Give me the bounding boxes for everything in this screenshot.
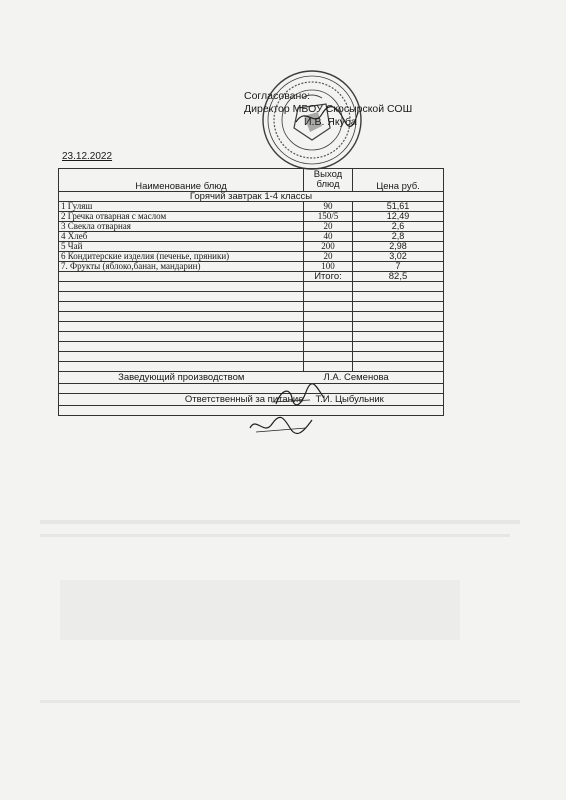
dish-name: 4 Хлеб	[59, 232, 304, 242]
dish-name: 2 Гречка отварная с маслом	[59, 212, 304, 222]
manager-signature-row	[59, 372, 444, 384]
approval-title: Согласовано:	[244, 90, 311, 102]
empty-row	[59, 312, 444, 322]
dish-price: 2,6	[353, 222, 444, 232]
table-row	[59, 242, 444, 252]
table-row	[59, 222, 444, 232]
responsible-name: Т.И. Цыбульник	[304, 394, 444, 406]
dish-yield: 90	[304, 202, 353, 212]
dish-yield: 20	[304, 222, 353, 232]
dish-price: 7	[353, 262, 444, 272]
empty-row	[59, 384, 444, 394]
empty-row	[59, 352, 444, 362]
dish-name: 1 Гуляш	[59, 202, 304, 212]
dish-price: 12,49	[353, 212, 444, 222]
dish-name: 6 Кондитерские изделия (печенье, пряники)	[59, 252, 304, 262]
table-row	[59, 262, 444, 272]
bleed-through-block	[60, 580, 460, 640]
document-date: 23.12.2022	[62, 151, 113, 162]
empty-row	[59, 292, 444, 302]
manager-signature	[270, 384, 330, 410]
table-row	[59, 252, 444, 262]
manager-title: Заведующий производством	[59, 372, 304, 384]
approval-block	[244, 90, 412, 129]
dish-yield: 100	[304, 262, 353, 272]
dish-yield: 200	[304, 242, 353, 252]
table-header-row	[59, 169, 444, 192]
responsible-signature	[246, 414, 316, 438]
dish-name: 3 Свекла отварная	[59, 222, 304, 232]
header-yield: Выход блюд	[304, 169, 353, 192]
bleed-through-line	[40, 700, 520, 703]
approval-position: Директор МБОУ Скосырской СОШ	[244, 103, 413, 115]
dish-yield: 150/5	[304, 212, 353, 222]
dish-price: 2,98	[353, 242, 444, 252]
dish-price: 2,8	[353, 232, 444, 242]
total-spacer	[59, 272, 304, 282]
dish-price: 51,61	[353, 202, 444, 212]
total-row	[59, 272, 444, 282]
empty-row	[59, 282, 444, 292]
approval-name: И.В. Якуба	[304, 116, 357, 128]
empty-row	[59, 302, 444, 312]
dish-yield: 20	[304, 252, 353, 262]
total-label: Итого:	[304, 272, 353, 282]
section-row	[59, 192, 444, 202]
dish-price: 3,02	[353, 252, 444, 262]
empty-row	[59, 322, 444, 332]
bleed-through-line	[40, 520, 520, 524]
header-dish-name: Наименование блюд	[59, 169, 304, 192]
table-row	[59, 202, 444, 212]
dish-yield: 40	[304, 232, 353, 242]
empty-row	[59, 332, 444, 342]
responsible-signature-row	[59, 394, 444, 406]
dish-name: 7. Фрукты (яблоко,банан, мандарин)	[59, 262, 304, 272]
dish-name: 5 Чай	[59, 242, 304, 252]
empty-row	[59, 342, 444, 352]
manager-name: Л.А. Семенова	[304, 372, 444, 384]
bleed-through-line	[40, 534, 510, 537]
empty-row	[59, 362, 444, 372]
total-value: 82,5	[353, 272, 444, 282]
section-title: Горячий завтрак 1-4 классы	[59, 192, 444, 202]
menu-table	[58, 168, 444, 416]
table-row	[59, 212, 444, 222]
header-price: Цена руб.	[353, 169, 444, 192]
table-row	[59, 232, 444, 242]
responsible-title: Ответственный за питание	[59, 394, 304, 406]
